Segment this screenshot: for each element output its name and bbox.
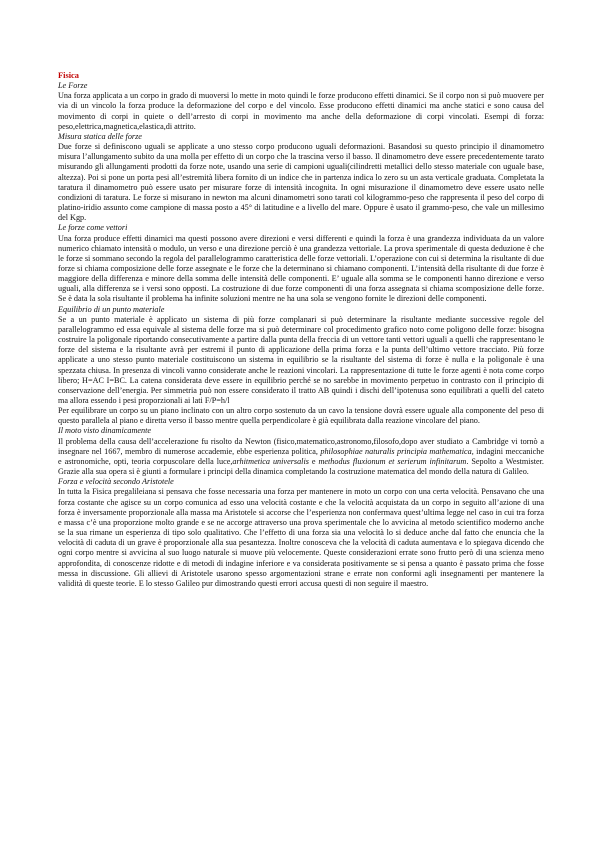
text-run: Se a un punto materiale è applicato un sistema di più forze complanari si può determinare la risultante mediante successive regole del parallelogrammo ed essa equivale al sistema delle forze ma si può determinare col procedimento grafico noto come poligono delle forze: bisogna costruire la poligonale riportando consecutivamente a partire dalla punta della freccia di un vettore tanti vettori uguali a quelli che rappresentano le forze del sistema e la risultante avrà per estremi il punto di applicazione della prima forza e la punta dell’ultimo vettore tracciato. Più forze applicate a uno stesso punto materiale costituiscono un sistema in equilibrio se la risultante del sistema di forze è nulla e la poligonale è una spezzata chiusa. In presenza di vincoli vanno considerate anche le reazioni vincolari. La rappresentazione di tutte le forze agenti è nota come corpo libero; H=AC I=BC. La catena considerata deve essere in equilibrio perché se no sarebbe in movimento perpetuo in contrasto con il principio di conservazione dell’energia. Per simmetria può non essere considerato il tratto AB quindi i dischi dell’ipotenusa sono equilibrati a quelli del cateto ma allora essendo i pesi proporzionali ai lati F/P=h/l [58, 314, 544, 405]
section-heading: Il moto visto dinamicamente [58, 426, 152, 436]
text-run: e [308, 456, 319, 466]
text-run: In tutta la Fisica pregalileiana si pensava che fosse necessaria una forza per mantenere in moto un corpo con una certa velocità. Pensavano che una forza costante che agisce su un corpo comunica ad esso una velocità costante e che la velocità acquistata da un corpo in seguito all’azione di una forza è inversamente proporzionale alla massa ma Aristotele si accorse che l’esperienza non confermava quest’ultima legge nel caso in cui tra forza e massa c’è una proporzione molto grande e se ne accorge attraverso una prova sperimentale che lo avvicina al metodo scientifico moderno anche se la sua rimane un esperienza di tipo solo qualitativo. Che l’effetto di una forza sia una velocità lo si deduce anche dal fatto che enuncia che la velocità di caduta di un grave è proporzionale alla sua pesantezza. Inoltre conosceva che la velocità di caduta aumentava e lo spiegava dicendo che ogni corpo mentre si avvicina al suo luogo naturale si muove più velocemente. Queste considerazioni errate sono frutto però di una scienza meno approfondita, di conoscenze ridotte e di metodi di indagine inferiore e va considerata positivamente se si pensa a quanto è passato prima che fosse messa in discussione. Gli allievi di Aristotele usarono spesso argomentazioni strane e errate non conformi agli insegnamenti per mantenere la validità di queste teorie. E lo stesso Galileo pur dimostrando questi errori accusa questi di non seguire il maestro. [58, 487, 544, 588]
paragraph [58, 142, 544, 223]
document-title: Fisica [58, 71, 79, 80]
text-run: Il problema della causa dell’accelerazione fu risolto da Newton (fisico,matematico,astronomo,filosofo,dopo aver studiato a Cambridge vi tornò a insegnare nel 1667, membro di numerose accademie, ebbe esperienza politica, [58, 436, 544, 456]
section-heading: Forza e velocità secondo Aristotele [58, 477, 174, 487]
paragraph [58, 487, 544, 589]
paragraph [58, 437, 544, 478]
paragraph [58, 91, 544, 132]
text-run: Una forza produce effetti dinamici ma questi possono avere direzioni e versi differenti e quindi la forza è una grandezza individuata da un valore numerico chiamato intensità o modulo, un verso e una direzione perciò è una grandezza vettoriale. La prova sperimentale di questa deduzione è che le forze si sommano secondo la regola del parallelogrammo caratteristica delle forze vettoriali. L’operazione con cui si determina la risultante di due forze si chiama composizione delle forze assegnate e le forze che la determinano si chiamano componenti. L’intensità della risultante di due forze è maggiore della differenza e minore della somma delle intensità delle componenti. E’ uguale alla somma se le componenti hanno direzione e verso uguali, alla differenza se i versi sono opposti. La costruzione di due forze componenti di una forza assegnata si chiama scomposizione delle forze. Se è data la sola risultante il problema ha infinite soluzioni mentre ne ha una sola se vengono fornite le direzioni delle componenti. [58, 233, 544, 304]
document-body [58, 81, 544, 589]
section-heading: Le forze come vettori [58, 223, 128, 233]
text-run: Una forza applicata a un corpo in grado di muoversi lo mette in moto quindi le forze producono effetti dinamici. Se il corpo non si può muovere per via di un vincolo la forza produce la deformazione del corpo e del vincolo. Esse producono effetti dinamici ma anche statici e sono causa del movimento di corpi in quiete o dell’arresto di corpi in movimento ma anche della deformazione di corpi vincolati. Esempi di forza: peso,elettrica,magnetica,elastica,di attrito. [58, 91, 544, 131]
text-run: , indagini meccaniche e astronomiche, opti, teoria corpuscolare della luce, [58, 446, 545, 466]
italic-text-run: arhitmetica universalis [232, 456, 309, 466]
text-run: Due forze si definiscono uguali se applicate a uno stesso corpo producono uguali deformazioni. Basandosi su questo principio il dinamometro misura l’allungamento subito da una molla per effetto di un corpo che la trascina verso il basso. Il dinamometro deve essere precedentemente tarato misurando gli allungamenti prodotti da forze note, usando una serie di campioni uguali(cilindretti metallici dello stesso materiale con uguale base, altezza). Poi si pone un porta pesi all’estremità libera fornito di un indice che in partenza indica lo zero su un asta verticale graduata. Completata la taratura il dinamometro può essere usato per misurare forze di intensità incognita. In ogni misurazione il dinamometro deve essere usato nelle condizioni di taratura. Le forze si misurano in newton ma alcuni dinamometri sono tarati col kilogrammo-peso che rappresenta il peso del corpo di platino-iridio assunto come campione di massa posto a 45° di latitudine e a livello del mare. Oppure è usato il grammo-peso, che vale un millesimo del Kgp. [58, 142, 544, 223]
italic-text-run: philosophiae naturalis principia mathematica [320, 446, 472, 456]
paragraph [58, 406, 544, 426]
section-heading: Equilibrio di un punto materiale [58, 304, 165, 314]
italic-text-run: methodus fluxionum et serierum infinitarum [318, 456, 467, 466]
text-run: . Sepolto a Westmister. Grazie alla sua opera si è giunti a formulare i principi della dinamica completando la costruzione matematica del mondo della natura di Galileo. [58, 456, 544, 477]
paragraph [58, 234, 544, 305]
text-run: Per equilibrare un corpo su un piano inclinato con un altro corpo sostenuto da un cavo la tensione dovrà essere uguale alla componente del peso di questo parallela al piano e diretta verso il basso mentre quella perpendicolare è già equilibrata dalla reazione vincolare del piano. [58, 406, 544, 426]
section-heading: Le Forze [58, 81, 88, 91]
paragraph [58, 315, 544, 406]
section-heading: Misura statica delle forze [58, 131, 142, 141]
